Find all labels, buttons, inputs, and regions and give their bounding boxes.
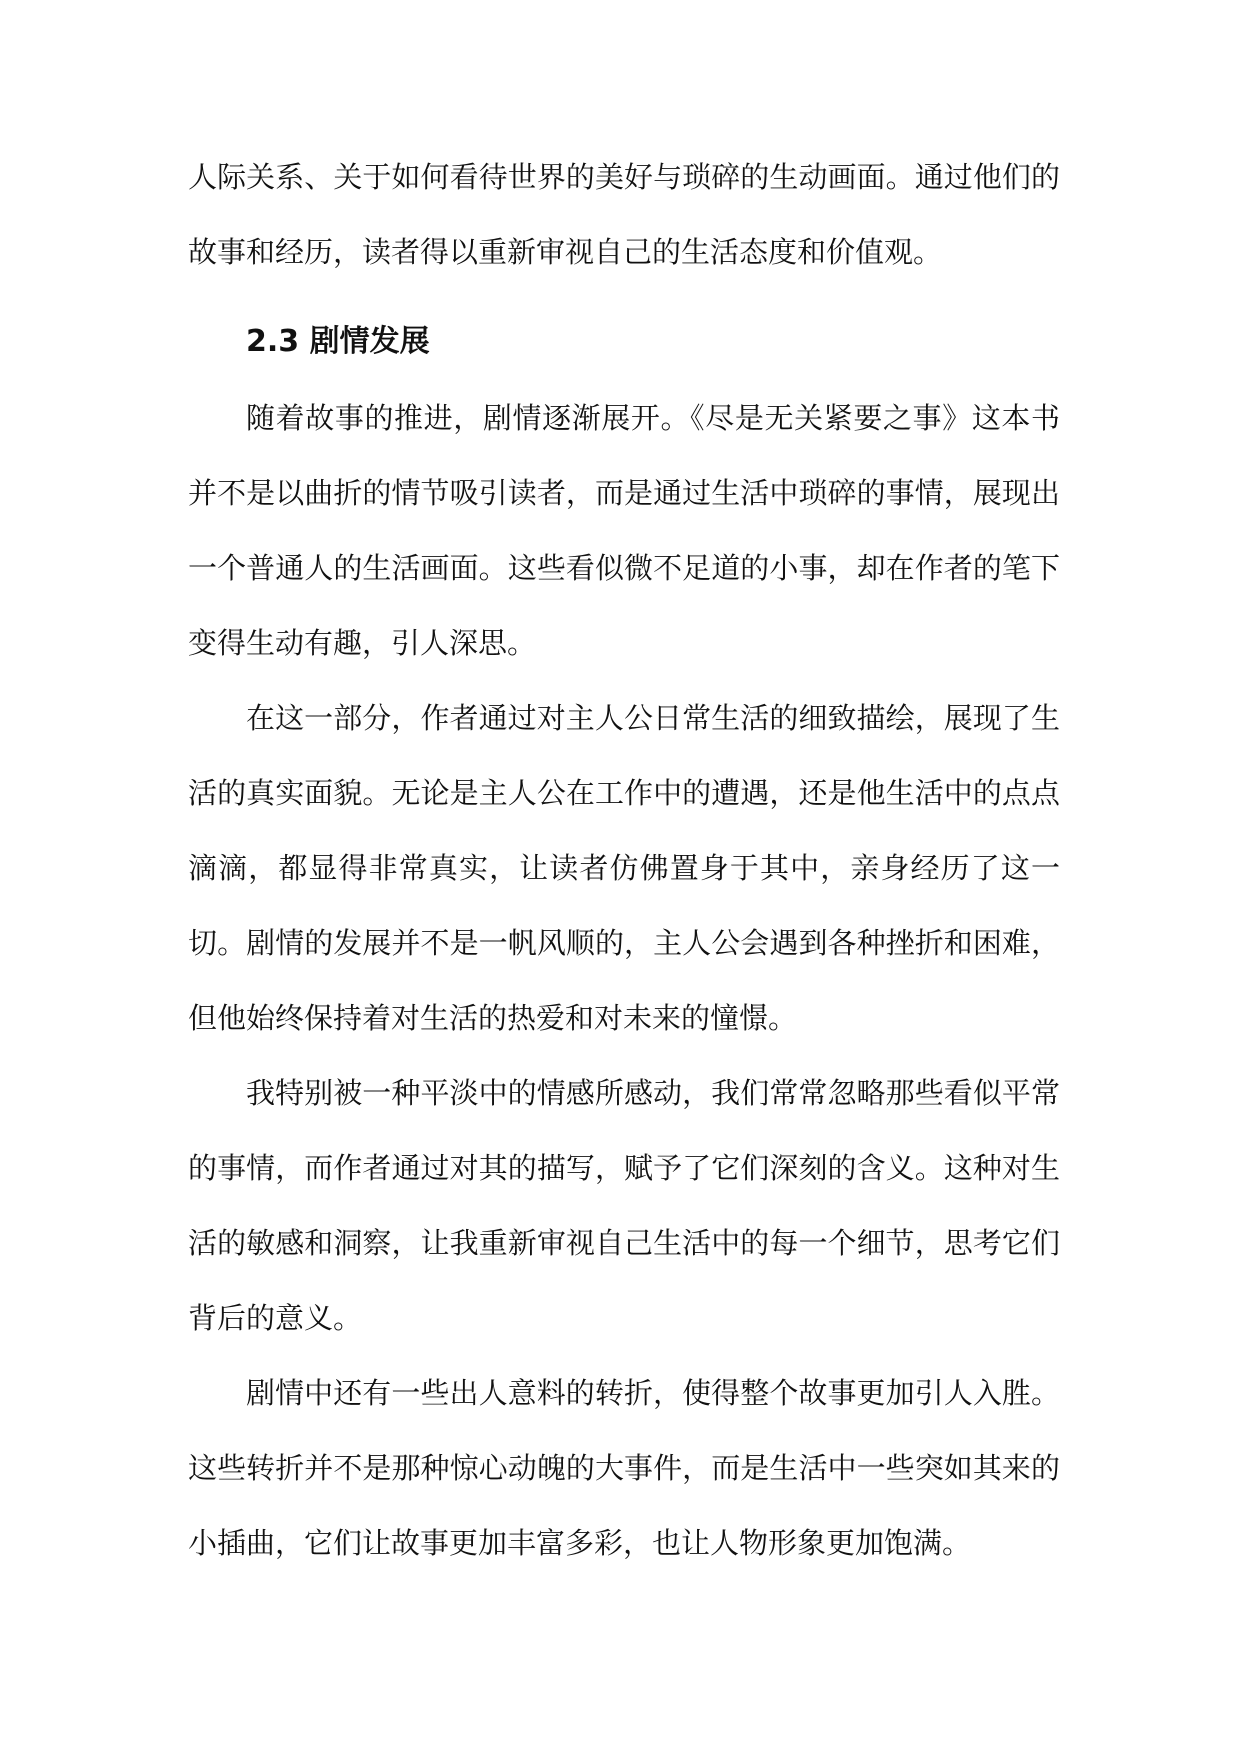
body-paragraph-2: 在这一部分，作者通过对主人公日常生活的细致描绘，展现了生活的真实面貌。无论是主人公在工作中的遭遇，还是他生活中的点点滴滴，都显得非常真实，让读者仿佛置身于其中，亲身经历了这一切。剧情的发展并不是一帆风顺的，主人公会遇到各种挫折和困难，但他始终保持着对生活的热爱和对未来的憧憬。: [188, 701, 1060, 1035]
body-paragraph-3: 我特别被一种平淡中的情感所感动，我们常常忽略那些看似平常的事情，而作者通过对其的描写，赋予了它们深刻的含义。这种对生活的敏感和洞察，让我重新审视自己生活中的每一个细节，思考它们背后的意义。: [188, 1076, 1060, 1335]
document-body: [188, 140, 1060, 1581]
section-heading: 2.3 剧情发展: [246, 324, 430, 359]
body-paragraph-1: 随着故事的推进，剧情逐渐展开。《尽是无关紧要之事》这本书并不是以曲折的情节吸引读者，而是通过生活中琐碎的事情，展现出一个普通人的生活画面。这些看似微不足道的小事，却在作者的笔下变得生动有趣，引人深思。: [188, 401, 1060, 660]
intro-paragraph: 人际关系、关于如何看待世界的美好与琐碎的生动画面。通过他们的故事和经历，读者得以重新审视自己的生活态度和价值观。: [188, 160, 1060, 269]
body-paragraph-4: 剧情中还有一些出人意料的转折，使得整个故事更加引人入胜。这些转折并不是那种惊心动魄的大事件，而是生活中一些突如其来的小插曲，它们让故事更加丰富多彩，也让人物形象更加饱满。: [188, 1376, 1060, 1560]
